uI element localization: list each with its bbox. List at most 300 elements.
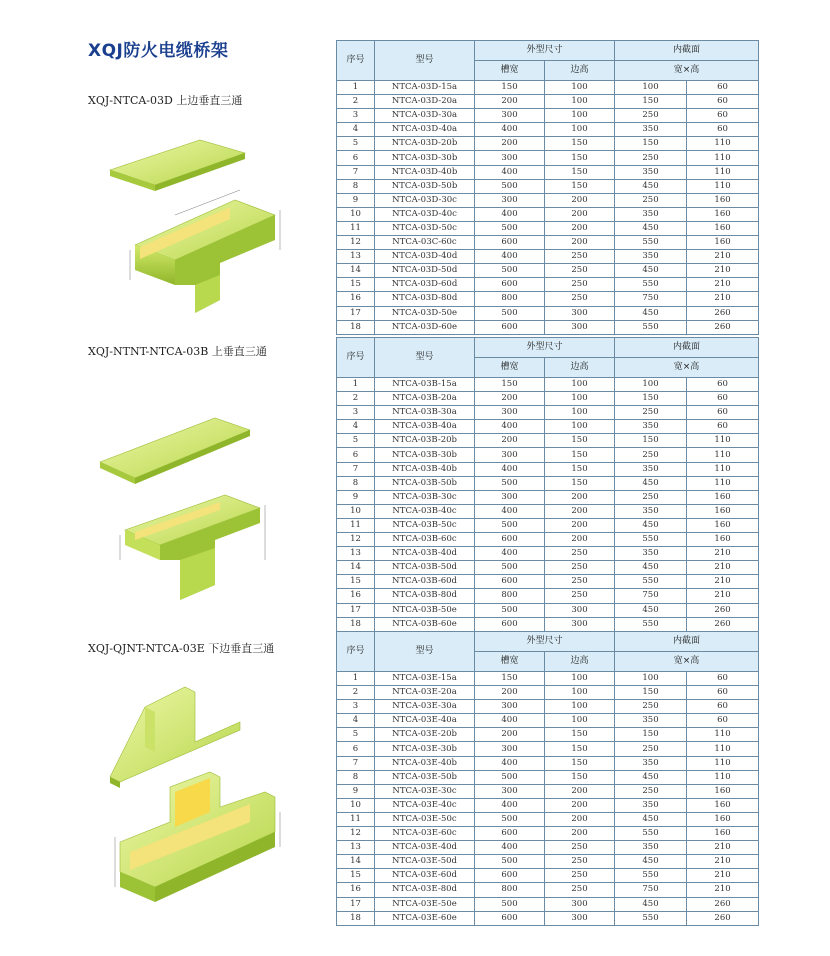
section-label-03d: XQJ-NTCA-03D 上边垂直三通 [88, 94, 243, 107]
table-row [337, 378, 759, 392]
row-seq: 1 [337, 672, 375, 686]
row-height: 200 [545, 533, 615, 547]
row-seq: 16 [337, 292, 375, 306]
table-row [337, 250, 759, 264]
row-height: 300 [545, 320, 615, 334]
row-inner-height: 60 [687, 420, 759, 434]
row-height: 100 [545, 392, 615, 406]
row-seq: 18 [337, 320, 375, 334]
row-height: 150 [545, 770, 615, 784]
row-width: 150 [475, 672, 545, 686]
row-seq: 5 [337, 137, 375, 151]
row-width: 150 [475, 81, 545, 95]
header-model: 型号 [375, 41, 475, 81]
row-seq: 10 [337, 504, 375, 518]
row-model: NTCA-03B-60c [375, 533, 475, 547]
row-seq: 9 [337, 193, 375, 207]
row-width: 200 [475, 137, 545, 151]
row-inner-width: 250 [615, 406, 687, 420]
row-height: 150 [545, 179, 615, 193]
row-model: NTCA-03B-60d [375, 575, 475, 589]
header-inner-dim: 宽×高 [615, 652, 759, 672]
row-inner-width: 250 [615, 784, 687, 798]
header-model: 型号 [375, 338, 475, 378]
table-row [337, 179, 759, 193]
row-inner-width: 550 [615, 575, 687, 589]
row-inner-width: 350 [615, 123, 687, 137]
row-inner-width: 150 [615, 728, 687, 742]
row-width: 300 [475, 742, 545, 756]
row-inner-height: 110 [687, 756, 759, 770]
row-width: 300 [475, 700, 545, 714]
row-inner-width: 350 [615, 207, 687, 221]
row-width: 600 [475, 278, 545, 292]
table-row [337, 533, 759, 547]
row-inner-width: 450 [615, 855, 687, 869]
row-model: NTCA-03D-20b [375, 137, 475, 151]
row-model: NTCA-03D-40d [375, 250, 475, 264]
row-inner-width: 100 [615, 672, 687, 686]
row-seq: 7 [337, 756, 375, 770]
table-row [337, 490, 759, 504]
row-inner-height: 160 [687, 812, 759, 826]
row-height: 100 [545, 95, 615, 109]
row-width: 500 [475, 179, 545, 193]
row-model: NTCA-03B-30b [375, 448, 475, 462]
row-width: 500 [475, 812, 545, 826]
row-width: 300 [475, 406, 545, 420]
row-seq: 1 [337, 378, 375, 392]
row-inner-height: 60 [687, 123, 759, 137]
row-inner-height: 160 [687, 193, 759, 207]
row-width: 800 [475, 589, 545, 603]
row-model: NTCA-03B-60e [375, 617, 475, 631]
tee-03e-illustration [100, 682, 300, 922]
row-width: 500 [475, 476, 545, 490]
row-width: 500 [475, 306, 545, 320]
row-inner-height: 160 [687, 207, 759, 221]
row-inner-height: 210 [687, 561, 759, 575]
header-inner-dim: 宽×高 [615, 358, 759, 378]
row-width: 200 [475, 95, 545, 109]
row-model: NTCA-03D-40a [375, 123, 475, 137]
spec-table-03b [336, 337, 759, 632]
row-height: 150 [545, 448, 615, 462]
row-inner-width: 450 [615, 897, 687, 911]
table-row [337, 137, 759, 151]
row-inner-height: 110 [687, 476, 759, 490]
row-width: 400 [475, 250, 545, 264]
row-width: 500 [475, 264, 545, 278]
table-row [337, 434, 759, 448]
row-seq: 7 [337, 165, 375, 179]
row-inner-width: 450 [615, 264, 687, 278]
row-inner-height: 60 [687, 378, 759, 392]
row-inner-height: 260 [687, 320, 759, 334]
table-row [337, 672, 759, 686]
row-inner-height: 110 [687, 434, 759, 448]
row-seq: 8 [337, 770, 375, 784]
row-width: 300 [475, 448, 545, 462]
row-height: 200 [545, 798, 615, 812]
row-seq: 15 [337, 575, 375, 589]
row-width: 400 [475, 165, 545, 179]
row-model: NTCA-03B-40d [375, 547, 475, 561]
table-row [337, 603, 759, 617]
row-seq: 9 [337, 490, 375, 504]
row-inner-height: 260 [687, 306, 759, 320]
row-seq: 13 [337, 841, 375, 855]
row-inner-width: 150 [615, 434, 687, 448]
row-height: 200 [545, 784, 615, 798]
table-row [337, 278, 759, 292]
row-height: 200 [545, 812, 615, 826]
row-seq: 8 [337, 476, 375, 490]
row-inner-width: 250 [615, 700, 687, 714]
row-height: 100 [545, 378, 615, 392]
row-seq: 2 [337, 686, 375, 700]
row-model: NTCA-03D-60d [375, 278, 475, 292]
row-inner-width: 100 [615, 81, 687, 95]
row-inner-width: 250 [615, 151, 687, 165]
spec-table-03e [336, 631, 759, 926]
row-model: NTCA-03D-50b [375, 179, 475, 193]
row-seq: 13 [337, 250, 375, 264]
table-row [337, 812, 759, 826]
table-row [337, 547, 759, 561]
row-seq: 3 [337, 109, 375, 123]
row-width: 500 [475, 603, 545, 617]
row-height: 250 [545, 869, 615, 883]
row-inner-height: 60 [687, 686, 759, 700]
row-width: 200 [475, 728, 545, 742]
row-width: 400 [475, 504, 545, 518]
row-inner-height: 160 [687, 490, 759, 504]
row-width: 400 [475, 841, 545, 855]
table-row [337, 207, 759, 221]
row-inner-width: 250 [615, 490, 687, 504]
row-inner-width: 450 [615, 518, 687, 532]
row-height: 100 [545, 406, 615, 420]
row-inner-height: 160 [687, 236, 759, 250]
row-width: 500 [475, 561, 545, 575]
row-inner-width: 250 [615, 193, 687, 207]
table-row [337, 95, 759, 109]
row-height: 250 [545, 883, 615, 897]
row-height: 250 [545, 561, 615, 575]
row-model: NTCA-03D-60e [375, 320, 475, 334]
row-inner-width: 100 [615, 378, 687, 392]
row-model: NTCA-03B-20b [375, 434, 475, 448]
header-model: 型号 [375, 632, 475, 672]
row-width: 400 [475, 420, 545, 434]
table-row [337, 841, 759, 855]
row-inner-height: 60 [687, 714, 759, 728]
row-height: 250 [545, 292, 615, 306]
row-inner-width: 250 [615, 742, 687, 756]
header-seq: 序号 [337, 338, 375, 378]
row-model: NTCA-03E-50b [375, 770, 475, 784]
row-inner-height: 210 [687, 869, 759, 883]
row-height: 100 [545, 686, 615, 700]
row-inner-height: 210 [687, 855, 759, 869]
header-height: 边高 [545, 652, 615, 672]
row-inner-height: 110 [687, 179, 759, 193]
table-row [337, 686, 759, 700]
table-row [337, 911, 759, 925]
row-height: 250 [545, 547, 615, 561]
row-inner-height: 60 [687, 95, 759, 109]
row-seq: 18 [337, 911, 375, 925]
row-model: NTCA-03D-50e [375, 306, 475, 320]
row-seq: 10 [337, 207, 375, 221]
row-height: 250 [545, 589, 615, 603]
row-height: 150 [545, 742, 615, 756]
table-row [337, 756, 759, 770]
header-seq: 序号 [337, 632, 375, 672]
table-row [337, 798, 759, 812]
row-inner-width: 550 [615, 533, 687, 547]
row-inner-height: 160 [687, 504, 759, 518]
row-width: 300 [475, 151, 545, 165]
row-inner-height: 110 [687, 770, 759, 784]
row-seq: 14 [337, 855, 375, 869]
table-row [337, 504, 759, 518]
row-height: 100 [545, 81, 615, 95]
header-height: 边高 [545, 61, 615, 81]
table-row [337, 392, 759, 406]
row-width: 300 [475, 784, 545, 798]
row-inner-width: 450 [615, 561, 687, 575]
header-width: 槽宽 [475, 358, 545, 378]
table-row [337, 855, 759, 869]
row-inner-width: 550 [615, 827, 687, 841]
row-inner-width: 750 [615, 883, 687, 897]
row-inner-height: 110 [687, 462, 759, 476]
row-height: 250 [545, 855, 615, 869]
row-inner-width: 750 [615, 292, 687, 306]
row-model: NTCA-03E-30a [375, 700, 475, 714]
row-model: NTCA-03B-40a [375, 420, 475, 434]
row-inner-height: 260 [687, 603, 759, 617]
row-seq: 1 [337, 81, 375, 95]
row-width: 600 [475, 575, 545, 589]
row-model: NTCA-03D-50c [375, 221, 475, 235]
row-width: 400 [475, 798, 545, 812]
row-model: NTCA-03E-60c [375, 827, 475, 841]
row-height: 250 [545, 250, 615, 264]
row-height: 200 [545, 193, 615, 207]
row-height: 300 [545, 306, 615, 320]
row-model: NTCA-03C-60c [375, 236, 475, 250]
row-height: 100 [545, 420, 615, 434]
row-width: 600 [475, 533, 545, 547]
row-width: 600 [475, 869, 545, 883]
row-model: NTCA-03D-80d [375, 292, 475, 306]
row-inner-width: 350 [615, 250, 687, 264]
row-model: NTCA-03E-50e [375, 897, 475, 911]
row-height: 300 [545, 603, 615, 617]
row-model: NTCA-03B-50e [375, 603, 475, 617]
table-row [337, 81, 759, 95]
row-inner-height: 60 [687, 406, 759, 420]
row-height: 150 [545, 462, 615, 476]
row-inner-height: 160 [687, 798, 759, 812]
row-model: NTCA-03D-50d [375, 264, 475, 278]
row-seq: 6 [337, 742, 375, 756]
row-height: 100 [545, 700, 615, 714]
table-row [337, 264, 759, 278]
row-width: 400 [475, 207, 545, 221]
row-seq: 12 [337, 827, 375, 841]
row-inner-width: 350 [615, 841, 687, 855]
row-inner-width: 350 [615, 714, 687, 728]
row-inner-width: 150 [615, 392, 687, 406]
row-width: 300 [475, 193, 545, 207]
row-inner-height: 210 [687, 250, 759, 264]
row-inner-width: 350 [615, 504, 687, 518]
row-width: 500 [475, 518, 545, 532]
table-row [337, 575, 759, 589]
table-row [337, 476, 759, 490]
row-model: NTCA-03D-30b [375, 151, 475, 165]
row-inner-width: 150 [615, 686, 687, 700]
table-row [337, 193, 759, 207]
table-row [337, 589, 759, 603]
row-seq: 6 [337, 448, 375, 462]
row-model: NTCA-03E-40d [375, 841, 475, 855]
row-inner-width: 550 [615, 278, 687, 292]
table-row [337, 151, 759, 165]
row-inner-width: 750 [615, 589, 687, 603]
row-seq: 4 [337, 420, 375, 434]
row-model: NTCA-03E-40a [375, 714, 475, 728]
row-model: NTCA-03B-40b [375, 462, 475, 476]
row-seq: 17 [337, 897, 375, 911]
row-model: NTCA-03B-30a [375, 406, 475, 420]
row-seq: 17 [337, 306, 375, 320]
header-inner-dim: 宽×高 [615, 61, 759, 81]
row-inner-width: 350 [615, 798, 687, 812]
row-inner-width: 550 [615, 617, 687, 631]
row-model: NTCA-03B-50c [375, 518, 475, 532]
row-height: 100 [545, 109, 615, 123]
row-model: NTCA-03E-15a [375, 672, 475, 686]
row-inner-height: 110 [687, 742, 759, 756]
table-row [337, 292, 759, 306]
row-height: 250 [545, 841, 615, 855]
table-row [337, 742, 759, 756]
row-inner-width: 150 [615, 137, 687, 151]
row-inner-height: 210 [687, 547, 759, 561]
row-width: 400 [475, 462, 545, 476]
row-model: NTCA-03E-50c [375, 812, 475, 826]
row-inner-height: 60 [687, 672, 759, 686]
row-width: 800 [475, 292, 545, 306]
row-height: 100 [545, 123, 615, 137]
row-inner-height: 160 [687, 518, 759, 532]
row-height: 200 [545, 490, 615, 504]
row-width: 500 [475, 897, 545, 911]
row-height: 200 [545, 504, 615, 518]
row-height: 250 [545, 264, 615, 278]
row-inner-height: 160 [687, 827, 759, 841]
page-title: XQJ防火电缆桥架 [88, 41, 229, 61]
row-inner-width: 350 [615, 756, 687, 770]
row-model: NTCA-03E-40b [375, 756, 475, 770]
row-height: 100 [545, 672, 615, 686]
row-seq: 10 [337, 798, 375, 812]
row-inner-width: 350 [615, 165, 687, 179]
row-inner-height: 60 [687, 81, 759, 95]
row-inner-height: 60 [687, 109, 759, 123]
row-seq: 11 [337, 812, 375, 826]
row-height: 150 [545, 756, 615, 770]
row-inner-height: 210 [687, 841, 759, 855]
row-inner-width: 450 [615, 812, 687, 826]
header-outer: 外型尺寸 [475, 41, 615, 61]
row-seq: 9 [337, 784, 375, 798]
row-inner-width: 350 [615, 547, 687, 561]
row-model: NTCA-03D-30a [375, 109, 475, 123]
header-outer: 外型尺寸 [475, 632, 615, 652]
row-model: NTCA-03E-80d [375, 883, 475, 897]
table-row [337, 700, 759, 714]
table-row [337, 869, 759, 883]
row-seq: 5 [337, 728, 375, 742]
row-height: 200 [545, 518, 615, 532]
row-model: NTCA-03D-40b [375, 165, 475, 179]
row-height: 150 [545, 165, 615, 179]
row-width: 400 [475, 547, 545, 561]
row-model: NTCA-03E-20b [375, 728, 475, 742]
row-inner-height: 260 [687, 617, 759, 631]
row-width: 300 [475, 109, 545, 123]
row-height: 300 [545, 911, 615, 925]
row-width: 200 [475, 434, 545, 448]
row-height: 200 [545, 207, 615, 221]
table-row [337, 236, 759, 250]
row-width: 300 [475, 490, 545, 504]
row-width: 500 [475, 855, 545, 869]
row-inner-width: 450 [615, 221, 687, 235]
table-row [337, 221, 759, 235]
row-model: NTCA-03B-30c [375, 490, 475, 504]
row-height: 300 [545, 897, 615, 911]
row-height: 150 [545, 151, 615, 165]
row-seq: 12 [337, 533, 375, 547]
row-inner-height: 160 [687, 221, 759, 235]
spec-table-03d [336, 40, 759, 335]
row-model: NTCA-03B-80d [375, 589, 475, 603]
row-inner-width: 550 [615, 869, 687, 883]
row-inner-height: 160 [687, 784, 759, 798]
tee-03b-illustration [95, 410, 295, 620]
row-inner-height: 110 [687, 728, 759, 742]
row-model: NTCA-03B-15a [375, 378, 475, 392]
row-inner-width: 150 [615, 95, 687, 109]
row-inner-width: 550 [615, 320, 687, 334]
row-seq: 16 [337, 589, 375, 603]
table-row [337, 827, 759, 841]
row-seq: 5 [337, 434, 375, 448]
table-row [337, 123, 759, 137]
row-width: 600 [475, 911, 545, 925]
row-model: NTCA-03D-40c [375, 207, 475, 221]
row-seq: 11 [337, 518, 375, 532]
row-inner-height: 110 [687, 137, 759, 151]
row-model: NTCA-03D-30c [375, 193, 475, 207]
